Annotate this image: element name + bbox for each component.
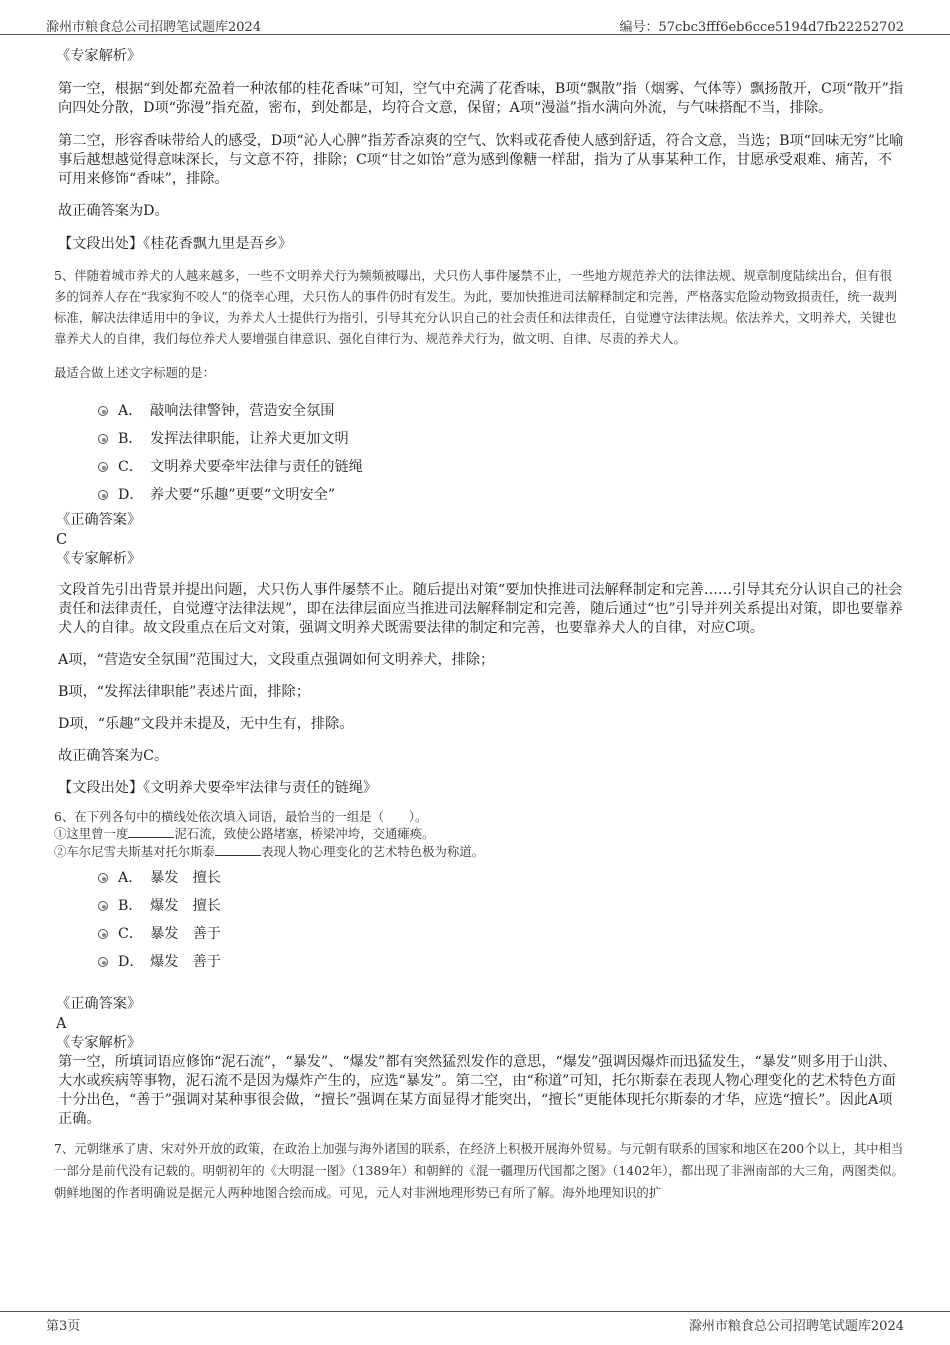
q6-option-a[interactable]: A． 暴发 擅长 bbox=[56, 864, 904, 892]
q5-answer-label: 《正确答案》 bbox=[56, 512, 142, 528]
q4-conclusion: 故正确答案为D。 bbox=[58, 203, 169, 219]
q4-analysis-para1: 第一空，根据“到处都充盈着一种浓郁的桂花香味”可知，空气中充满了花香味，B项“飘散”指（烟雾、气体等）飘扬散开，C项“散开”指向四处分散，D项“弥漫”指充盈，密布，到处都是，均符合文意，保留；A项“漫溢”指水满向外流，与气味搭配不当，排除。 bbox=[58, 81, 904, 116]
q4-analysis-para2: 第二空，形容香味带给人的感受，D项“沁人心脾”指芳香凉爽的空气、饮料或花香使人感到舒适，符合文意，当选；B项“回味无穷”比喻事后越想越觉得意味深长，与文意不符，排除；C项“甘之如饴”意为感到像糖一样甜，指为了从事某种工作，甘愿承受艰难、痛苦，不可用来修饰“香味”，排除。 bbox=[58, 133, 904, 187]
q5-answer: C bbox=[56, 532, 68, 548]
radio-icon[interactable] bbox=[98, 406, 108, 416]
q5-option-c[interactable]: C． 文明养犬要牵牢法律与责任的链绳 bbox=[56, 453, 904, 481]
q5-analysis-a: A项，“营造安全氛围”范围过大，文段重点强调如何文明养犬，排除； bbox=[58, 652, 495, 668]
q6-analysis-label: 《专家解析》 bbox=[56, 1035, 142, 1051]
q4-analysis-label: 《专家解析》 bbox=[56, 48, 142, 64]
q7-stem: 7、元朝继承了唐、宋对外开放的政策，在政治上加强与海外诸国的联系，在经济上积极开展海外贸易。与元朝有联系的国家和地区在200个以上，其中相当一部分是前代没有记载的。明朝初年的《大明混一图》（1389年）和朝鲜的《混一疆理历代国都之图》（1402年），都出现了非洲南部的大三角，两图类似。朝鲜地图的作者明确说是据元人两种地图合绘而成。可见，元人对非洲地理形势已有所了解。海外地理知识的扩 bbox=[54, 1141, 904, 1200]
q5-stem: 5、伴随着城市养犬的人越来越多，一些不文明养犬行为频频被曝出，犬只伤人事件屡禁不止，一些地方规范养犬的法律法规、规章制度陆续出台，但有很多的饲养人存在“我家狗不咬人”的侥幸心理，犬只伤人的事件仍时有发生。为此，要加快推进司法解释制定和完善，严格落实危险动物致损责任，统一裁判标准，解决法律适用中的争议，为养犬人士提供行为指引，引导其充分认识自己的社会责任和法律责任，自觉遵守法律法规。依法养犬，文明养犬，关键也靠养犬人的自律，我们每位养犬人要增强自律意识、强化自律行为、规范养犬行为，做文明、自律、尽责的养犬人。 bbox=[54, 268, 897, 346]
q6-options bbox=[56, 864, 904, 976]
radio-icon[interactable] bbox=[98, 929, 108, 939]
q5-option-b[interactable]: B． 发挥法律职能，让养犬更加文明 bbox=[56, 425, 904, 453]
q5-analysis-main: 文段首先引出背景并提出问题，犬只伤人事件屡禁不止。随后提出对策“要加快推进司法解释制定和完善……引导其充分认识自己的社会责任和法律责任，自觉遵守法律法规”，即在法律层面应当推进司法解释制定和完善，随后通过“也”引导并列关系提出对策，即也要靠养犬人的自律。故文段重点在后文对策，强调文明养犬既需要法律的制定和完善，也要靠养犬人的自律，对应C项。 bbox=[58, 582, 903, 636]
q5-question: 最适合做上述文字标题的是： bbox=[54, 365, 216, 380]
radio-icon[interactable] bbox=[98, 462, 108, 472]
q6-option-d[interactable]: D． 爆发 善于 bbox=[56, 948, 904, 976]
q5-analysis-label: 《专家解析》 bbox=[56, 551, 142, 567]
q5-option-a[interactable]: A． 敲响法律警钟，营造安全氛围 bbox=[56, 397, 904, 425]
blank-2 bbox=[215, 843, 261, 856]
radio-icon[interactable] bbox=[98, 490, 108, 500]
q6-analysis: 第一空，所填词语应修饰“泥石流”，“暴发”、“爆发”都有突然猛烈发作的意思，“爆发”强调因爆炸而迅猛发生，“暴发”则多用于山洪、大水或疾病等事物，泥石流不是因为爆炸产生的，应选“暴发”。第二空，由“称道”可知，托尔斯泰在表现人物心理变化的艺术特色方面十分出色，“善于”强调对某种事很会做，“擅长”强调在某方面显得才能突出，“擅长”更能体现托尔斯泰的才华，应选“擅长”。因此A项正确。 bbox=[58, 1054, 897, 1127]
header-title: 滁州市粮食总公司招聘笔试题库2024 bbox=[46, 20, 262, 35]
q6-answer: A bbox=[56, 1016, 67, 1032]
q6-sentence-1: ①这里曾一度 泥石流，致使公路堵塞，桥梁冲垮，交通瘫痪。 bbox=[54, 826, 435, 841]
radio-icon[interactable] bbox=[98, 434, 108, 444]
header-doc-id: 编号：57cbc3fff6eb6cce5194d7fb22252702 bbox=[619, 20, 904, 35]
q6-stem: 6、在下列各句中的横线处依次填入词语，最恰当的一组是（ ）。 bbox=[54, 809, 428, 824]
radio-icon[interactable] bbox=[98, 873, 108, 883]
blank-1 bbox=[128, 825, 174, 838]
q5-source: 【文段出处】《文明养犬要牵牢法律与责任的链绳》 bbox=[58, 780, 378, 796]
q5-option-d[interactable]: D． 养犬要“乐趣”更要“文明安全” bbox=[56, 481, 904, 509]
q6-answer-label: 《正确答案》 bbox=[56, 996, 142, 1012]
page-header bbox=[0, 14, 950, 35]
q5-options bbox=[56, 397, 904, 509]
document-body bbox=[56, 44, 904, 1204]
q5-analysis-d: D项，“乐趣”文段并未提及，无中生有，排除。 bbox=[58, 716, 354, 732]
page-footer bbox=[0, 1311, 950, 1334]
radio-icon[interactable] bbox=[98, 901, 108, 911]
radio-icon[interactable] bbox=[98, 957, 108, 967]
q5-analysis-b: B项，“发挥法律职能”表述片面，排除； bbox=[58, 684, 310, 700]
q5-conclusion: 故正确答案为C。 bbox=[58, 748, 169, 764]
footer-title: 滁州市粮食总公司招聘笔试题库2024 bbox=[688, 1319, 904, 1334]
q6-sentence-2: ②车尔尼雪夫斯基对托尔斯泰 表现人物心理变化的艺术特色极为称道。 bbox=[54, 844, 485, 859]
q4-source: 【文段出处】《桂花香飘九里是吾乡》 bbox=[58, 236, 293, 252]
q6-option-b[interactable]: B． 爆发 擅长 bbox=[56, 892, 904, 920]
page-number: 第3页 bbox=[46, 1319, 81, 1334]
q6-option-c[interactable]: C． 暴发 善于 bbox=[56, 920, 904, 948]
